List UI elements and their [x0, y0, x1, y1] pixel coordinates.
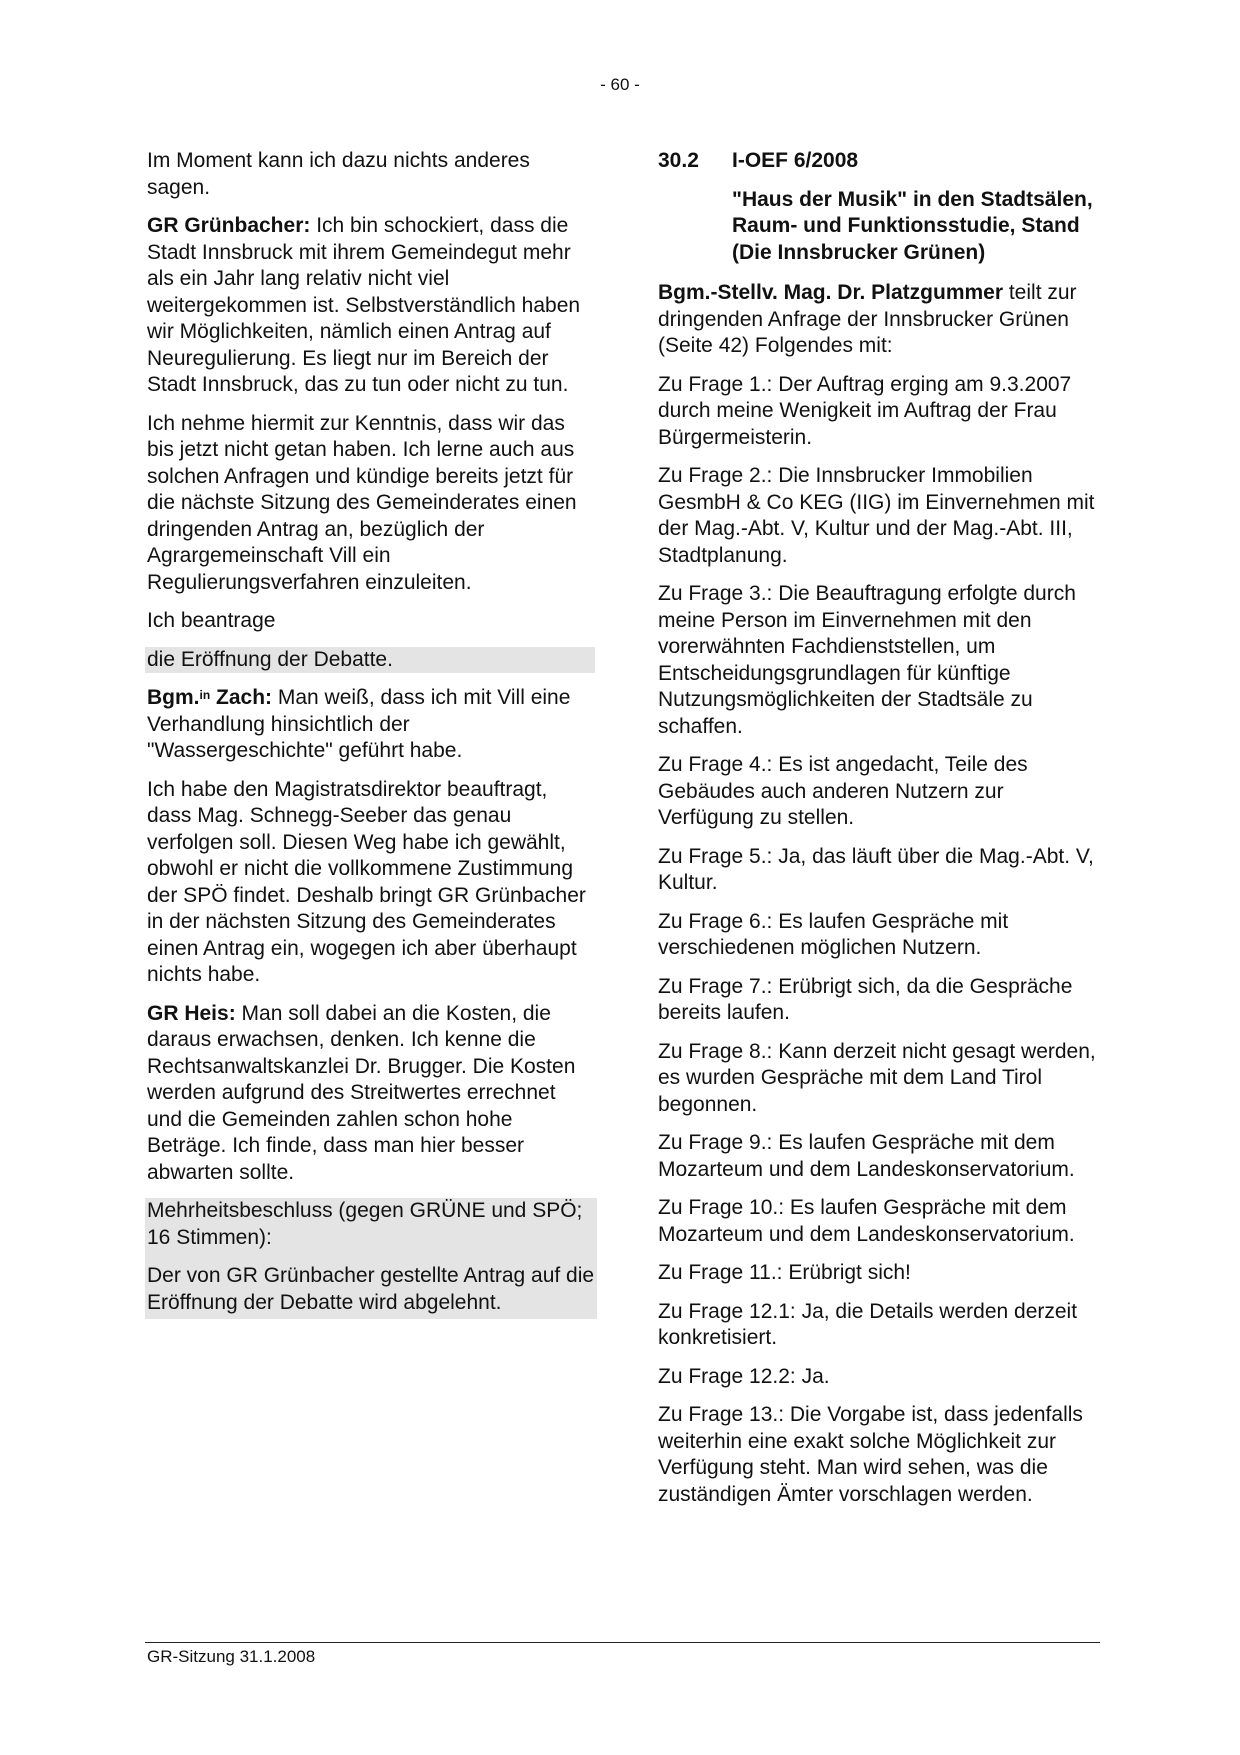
answer-item: Zu Frage 10.: Es laufen Gespräche mit dem Mozarteum und dem Landeskonservatorium. [658, 1196, 1075, 1246]
paragraph: Im Moment kann ich dazu nichts anderes sagen. [147, 149, 530, 199]
speaker-name: GR Grünbacher: [147, 214, 311, 237]
answer-item: Zu Frage 4.: Es ist angedacht, Teile des Gebäudes auch anderen Nutzern zur Verfügung zu stellen. [658, 753, 1028, 829]
resolution-text: Der von GR Grünbacher gestellte Antrag auf die Eröffnung der Debatte wird abgelehnt. [147, 1264, 595, 1314]
resolution-vote: Mehrheitsbeschluss (gegen GRÜNE und SPÖ; 16 Stimmen): [147, 1199, 583, 1249]
speaker-name: Bgm.-Stellv. Mag. Dr. Platzgummer [658, 281, 1004, 304]
speaker-name: GR Heis: [147, 1001, 236, 1025]
paragraph: Ich habe den Magistratsdirektor beauftragt, dass Mag. Schnegg-Seeber das genau verfolgen soll. Diesen Weg habe ich gewählt, obwohl er nicht die vollkommene Zustimmung der SPÖ findet. Deshalb bringt GR Grünbacher in der nächsten Sitzung des Gemeinderates einen Antrag ein, wogegen ich aber überhaupt nichts habe. [147, 777, 586, 986]
resolution-box [145, 1198, 597, 1319]
answer-item: Zu Frage 11.: Erübrigt sich! [658, 1261, 911, 1284]
paragraph-heis [147, 1001, 595, 1187]
answer-item: Zu Frage 12.1: Ja, die Details werden derzeit konkretisiert. [658, 1299, 1078, 1349]
answer-item: Zu Frage 12.2: Ja. [658, 1364, 830, 1388]
speech-text: teilt zur dringenden Anfrage der Innsbrucker Grünen (Seite 42) Folgendes mit: [658, 281, 1077, 357]
page-number: - 60 - [600, 75, 640, 94]
paragraph-platzgummer [658, 280, 1104, 360]
answer-item: Zu Frage 9.: Es laufen Gespräche mit dem Mozarteum und dem Landeskonservatorium. [658, 1131, 1075, 1181]
answer-item: Zu Frage 2.: Die Innsbrucker Immobilien GesmbH & Co KEG (IIG) im Einvernehmen mit der Mag.-Abt. V, Kultur und der Mag.-Abt. III, Stadtplanung. [658, 464, 1095, 567]
answer-item: Zu Frage 1.: Der Auftrag erging am 9.3.2007 durch meine Wenigkeit im Auftrag der Frau Bürgermeisterin. [658, 372, 1072, 449]
answer-item: Zu Frage 8.: Kann derzeit nicht gesagt werden, es wurden Gespräche mit dem Land Tirol begonnen. [658, 1039, 1096, 1116]
agenda-number: 30.2 [658, 149, 699, 172]
answer-item: Zu Frage 7.: Erübrigt sich, da die Gespräche bereits laufen. [658, 974, 1073, 1024]
speech-text: Man weiß, dass ich mit Vill eine Verhandlung hinsichtlich der "Wassergeschichte" geführt habe. [147, 686, 571, 762]
paragraph: Ich nehme hiermit zur Kenntnis, dass wir das bis jetzt nicht getan haben. Ich lerne auch aus solchen Anfragen und kündige bereits jetzt für die nächste Sitzung des Gemeinderates einen dringenden Antrag an, bezüglich der Agrargemeinschaft Vill ein Regulierungsverfahren einzuleiten. [147, 411, 577, 594]
speech-text: Man soll dabei an die Kosten, die daraus erwachsen, denken. Ich kenne die Rechtsanwaltskanzlei Dr. Brugger. Die Kosten werden aufgrund des Streitwertes errechnet und die Gemeinden zahlen schon hohe Beträge. Ich finde, dass man hier besser abwarten sollte. [147, 1001, 576, 1184]
speaker-title-superscript: in [199, 688, 211, 702]
answer-item: Zu Frage 3.: Die Beauftragung erfolgte durch meine Person im Einvernehmen mit den vorerwähnten Fachdienststellen, um Entscheidungsgrundlagen für künftige Nutzungsmöglichkeiten der Stadtsäle zu schaffen. [658, 582, 1076, 738]
footer-divider [145, 1642, 1100, 1643]
paragraph-gruenbacher [147, 213, 595, 399]
speaker-surname: Zach: [210, 686, 273, 709]
speaker-title: Bgm. [147, 686, 200, 709]
footer-session-date: GR-Sitzung 31.1.2008 [147, 1647, 316, 1666]
answer-item: Zu Frage 5.: Ja, das läuft über die Mag.-Abt. V, Kultur. [658, 844, 1094, 894]
motion-box: die Eröffnung der Debatte. [145, 647, 595, 674]
answer-item: Zu Frage 13.: Die Vorgabe ist, dass jedenfalls weiterhin eine exakt solche Möglichkeit zur Verfügung steht. Man wird sehen, was die zuständigen Ämter vorschlagen werden. [658, 1403, 1083, 1506]
agenda-title: "Haus der Musik" in den Stadtsälen, Raum- und Funktionsstudie, Stand (Die Innsbrucker Grünen) [732, 187, 1093, 264]
speaker-name [147, 686, 272, 709]
paragraph: Ich beantrage [147, 609, 276, 632]
answer-item: Zu Frage 6.: Es laufen Gespräche mit verschiedenen möglichen Nutzern. [658, 909, 1009, 959]
speech-text: Ich bin schockiert, dass die Stadt Innsbruck mit ihrem Gemeindegut mehr als ein Jahr lang relativ nicht viel weitergekommen ist. Selbstverständlich haben wir Möglichkeiten, nämlich einen Antrag auf Neuregulierung. Es liegt nur im Bereich der Stadt Innsbruck, das zu tun oder nicht zu tun. [147, 214, 581, 396]
right-column [658, 148, 1104, 1520]
paragraph-zach [147, 685, 595, 765]
agenda-code: I-OEF 6/2008 [732, 149, 859, 172]
left-column [147, 148, 595, 1319]
agenda-heading [658, 148, 1104, 175]
